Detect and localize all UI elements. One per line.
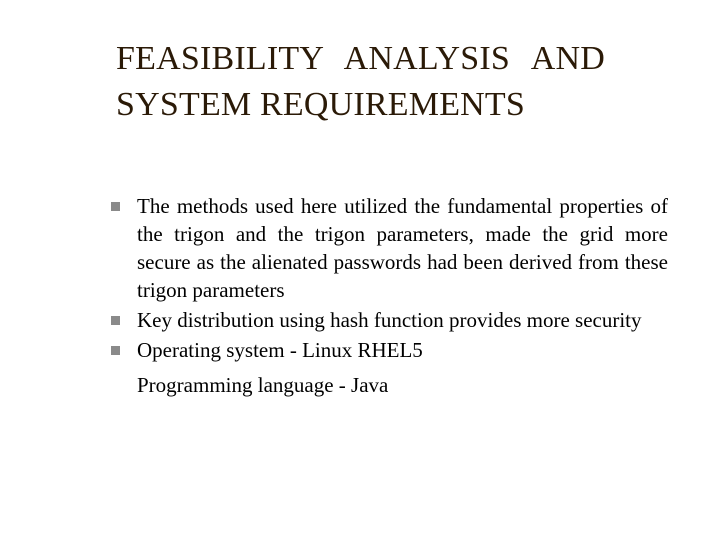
square-bullet-icon xyxy=(111,316,120,325)
slide-body xyxy=(108,192,668,399)
square-bullet-icon xyxy=(111,202,120,211)
slide-title xyxy=(116,36,676,128)
bullet-item xyxy=(108,192,668,304)
requirement-row xyxy=(108,336,668,364)
requirement-value: Linux RHEL5 xyxy=(302,338,423,362)
requirement-label: Programming language xyxy=(137,373,334,397)
requirement-value: Java xyxy=(351,373,389,397)
bullet-item xyxy=(108,306,668,334)
square-bullet-icon xyxy=(111,346,120,355)
slide-title-line-2: SYSTEM REQUIREMENTS xyxy=(116,86,525,123)
requirement-row xyxy=(108,371,668,399)
bullet-text: The methods used here utilized the fundamental properties of the trigon and the trigon parameters, made the grid more secure as the alienated passwords had been derived from these trigon parameters xyxy=(137,194,668,302)
slide-title-line-1: FEASIBILITY ANALYSIS AND xyxy=(116,40,606,77)
requirement-dash: - xyxy=(338,373,346,397)
requirement-label: Operating system xyxy=(137,338,285,362)
requirement-dash: - xyxy=(289,338,297,362)
bullet-text: Key distribution using hash function provides more security xyxy=(137,308,642,332)
